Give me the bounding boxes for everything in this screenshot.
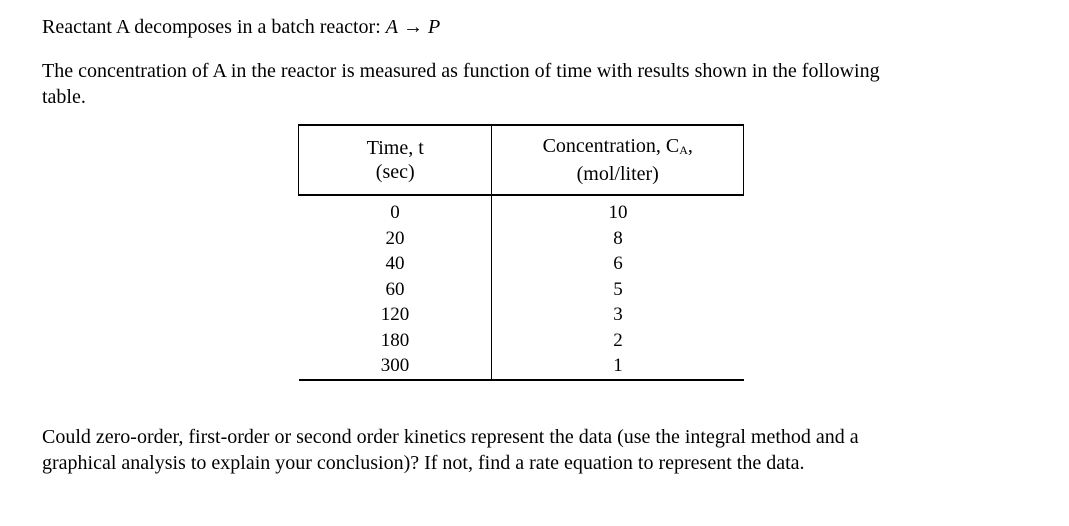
intro-line xyxy=(42,15,440,39)
concentration-cell: 2 xyxy=(613,329,623,351)
table-row xyxy=(299,328,744,354)
time-cell: 0 xyxy=(299,195,492,226)
intro-text: Reactant A decomposes in a batch reactor: xyxy=(42,16,386,38)
reaction-product: P xyxy=(427,16,441,38)
time-header-label: Time, t xyxy=(366,137,424,159)
question-line-2: graphical analysis to explain your conclusion)? If not, find a rate equation to represent the data. xyxy=(42,452,805,474)
concentration-cell: 6 xyxy=(613,253,623,274)
table-row xyxy=(299,195,744,226)
table-row xyxy=(299,226,744,252)
table-row xyxy=(299,353,744,380)
time-header xyxy=(299,125,492,195)
time-cell: 20 xyxy=(299,226,492,252)
question-line-1: Could zero-order, first-order or second order kinetics represent the data (use the integral method and a xyxy=(42,426,859,448)
data-table-container xyxy=(298,124,744,381)
table-row xyxy=(299,277,744,303)
table-header-row xyxy=(299,125,744,195)
table-row xyxy=(299,302,744,328)
description-line-2: table. xyxy=(42,86,86,108)
data-table xyxy=(298,124,744,381)
description-line-1: The concentration of A in the reactor is measured as function of time with results shown in the following xyxy=(42,60,880,82)
concentration-cell: 1 xyxy=(492,353,744,380)
time-cell: 180 xyxy=(299,328,492,354)
concentration-header-label: Concentration, $C_A$, xyxy=(542,135,693,157)
table-body xyxy=(299,195,744,380)
time-cell: 120 xyxy=(299,302,492,328)
reaction-arrow: → xyxy=(402,16,423,38)
concentration-header-unit: (mol/liter) xyxy=(576,163,659,185)
concentration-cell: 10 xyxy=(608,202,628,223)
time-cell: 40 xyxy=(299,251,492,277)
concentration-header xyxy=(492,125,744,195)
reaction-reactant: A xyxy=(385,16,398,38)
concentration-cell: 8 xyxy=(613,227,623,249)
time-header-unit: (sec) xyxy=(375,161,415,183)
time-cell: 60 xyxy=(299,277,492,303)
concentration-cell: 3 xyxy=(613,304,623,325)
time-cell: 300 xyxy=(299,353,492,380)
concentration-cell: 5 xyxy=(613,278,623,300)
table-row xyxy=(299,251,744,277)
